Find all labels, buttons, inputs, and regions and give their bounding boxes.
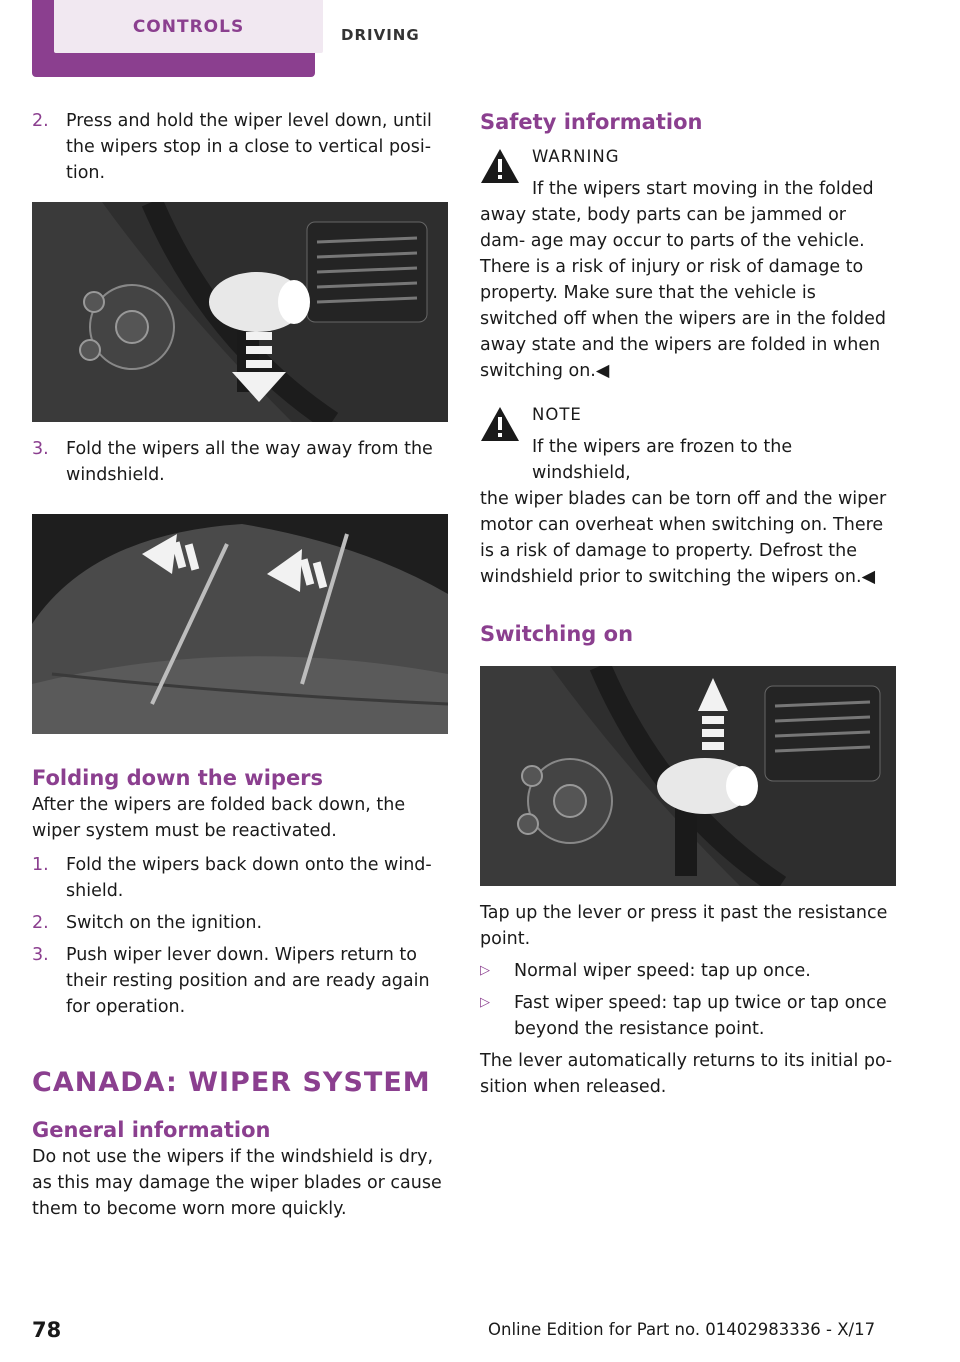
step-2 — [32, 108, 448, 186]
step-number: 3. — [32, 439, 49, 459]
list-item — [480, 990, 896, 1042]
step-text: Fold the wipers back down onto the wind‐ shield. — [66, 855, 432, 901]
section-heading: CANADA: WIPER SYSTEM — [32, 1067, 431, 1098]
edition-footer: Online Edition for Part no. 01402983336 - X/17 — [488, 1320, 876, 1339]
warning-label: WARNING — [532, 147, 620, 166]
general-text: Do not use the wipers if the windshield is dry, as this may damage the wiper blades or cause them to become worn more quickly. — [32, 1147, 442, 1219]
wipers-folded-photo — [32, 514, 448, 734]
bullet-text: Fast wiper speed: tap up twice or tap once beyond the resistance point. — [514, 993, 887, 1039]
bullet-icon: ▷ — [480, 963, 490, 978]
step-text: Press and hold the wiper level down, until the wipers stop in a close to vertical posi‐ tion. — [66, 111, 432, 183]
wiper-lever-down-photo — [32, 202, 448, 422]
tab-controls-label: CONTROLS — [132, 16, 245, 37]
warning-text-first: If the wipers start moving in the folded — [532, 179, 874, 199]
note-notice — [480, 402, 896, 590]
warning-icon — [480, 148, 520, 184]
step-number: 2. — [32, 913, 49, 933]
switching-heading: Switching on — [480, 622, 634, 646]
step-number: 3. — [32, 945, 49, 965]
release-text: The lever automatically returns to its initial po‐ sition when released. — [480, 1051, 893, 1097]
page-number: 78 — [32, 1318, 62, 1342]
bullet-icon: ▷ — [480, 995, 490, 1010]
note-text: the wiper blades can be torn off and the wiper motor can overheat when switching on. There is a risk of damage to property. Defrost the windshield prior to switching the wipers on.◀ — [480, 489, 887, 587]
list-item — [32, 942, 448, 1020]
note-label: NOTE — [532, 405, 582, 424]
step-text: Switch on the ignition. — [66, 913, 263, 933]
left-column — [32, 108, 448, 1222]
warning-notice — [480, 144, 896, 384]
folding-intro: After the wipers are folded back down, the wiper system must be reactivated. — [32, 795, 406, 841]
step-number: 1. — [32, 855, 49, 875]
tab-driving[interactable]: DRIVING — [341, 26, 420, 44]
step-number: 2. — [32, 111, 49, 131]
step-3 — [32, 436, 448, 488]
tap-text: Tap up the lever or press it past the resistance point. — [480, 903, 888, 949]
bullet-text: Normal wiper speed: tap up once. — [514, 961, 811, 981]
speed-list — [480, 958, 896, 1042]
safety-heading: Safety information — [480, 110, 703, 134]
tab-controls[interactable] — [32, 0, 315, 77]
folding-heading: Folding down the wipers — [32, 766, 324, 790]
step-text: Fold the wipers all the way away from the windshield. — [66, 439, 433, 485]
list-item — [480, 958, 896, 984]
list-item — [32, 852, 448, 904]
folding-steps-list — [32, 852, 448, 1020]
wiper-lever-up-photo — [480, 666, 896, 886]
step-text: Push wiper lever down. Wipers return to their resting position and are ready again for operation. — [66, 945, 430, 1017]
list-item — [32, 910, 448, 936]
right-column — [480, 108, 896, 1100]
warning-text: away state, body parts can be jammed or dam‐ age may occur to parts of the vehicle. There is a risk of injury or risk of damage to property. Make sure that the vehicle is switched off when the wipers are in the folded away state and the wipers are folded in when switching on.◀ — [480, 205, 887, 381]
tab-controls-label-box — [54, 0, 323, 53]
note-icon — [480, 406, 520, 442]
note-text-first: If the wipers are frozen to the windshield, — [532, 437, 793, 483]
general-heading: General information — [32, 1118, 271, 1142]
